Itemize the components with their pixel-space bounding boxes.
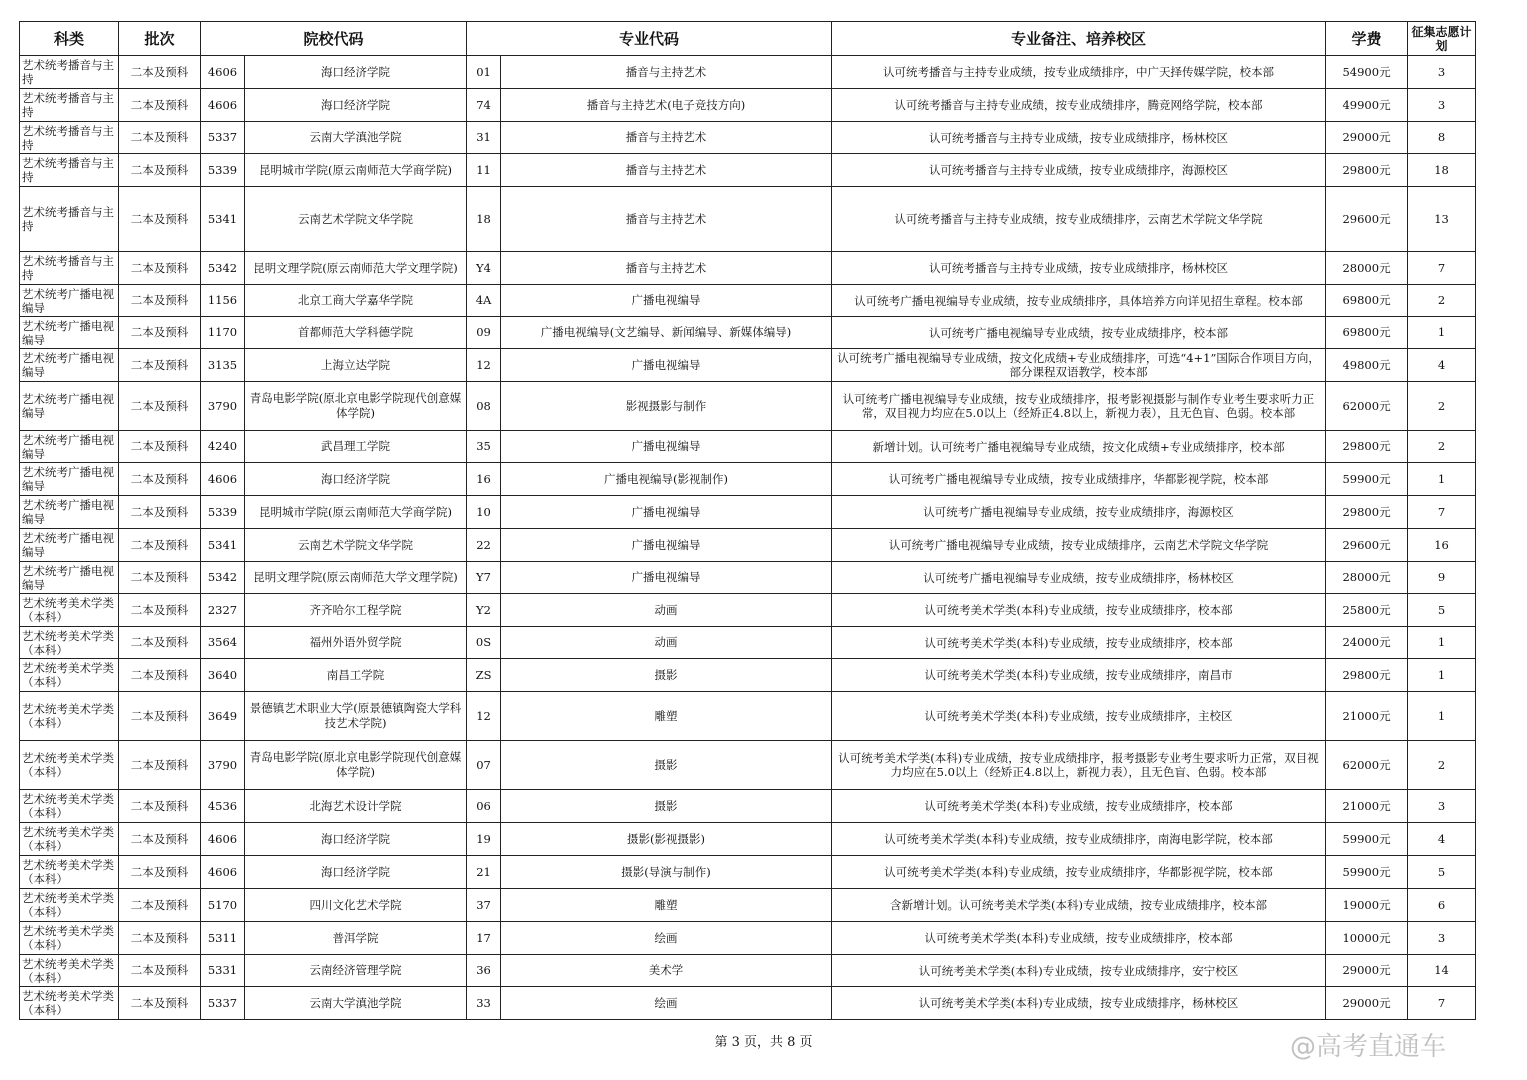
school-code-cell: 3640 [201, 659, 245, 692]
major-name-cell: 广播电视编导 [501, 431, 832, 463]
note-cell: 认可统考美术学类(本科)专业成绩，按专业成绩排序，安宁校区 [832, 955, 1326, 987]
major-code-cell: 36 [467, 955, 501, 987]
school-code-cell: 5341 [201, 187, 245, 252]
major-code-cell: 01 [467, 56, 501, 89]
batch-cell: 二本及预科 [119, 349, 201, 382]
tuition-cell: 29000元 [1326, 122, 1408, 154]
category-cell: 艺术统考美术学类（本科） [20, 659, 119, 692]
plan-cell: 4 [1408, 349, 1476, 382]
school-name-cell: 海口经济学院 [245, 823, 467, 856]
note-cell: 认可统考美术学类(本科)专业成绩，按专业成绩排序，报考摄影专业考生要求听力正常，双目视力均应在5.0以上（经矫正4.8以上，新视力表），且无色盲、色弱。校本部 [832, 741, 1326, 790]
school-name-cell: 上海立达学院 [245, 349, 467, 382]
school-code-cell: 5170 [201, 889, 245, 922]
table-row [20, 594, 1476, 627]
school-code-cell: 5342 [201, 252, 245, 285]
batch-cell: 二本及预科 [119, 317, 201, 349]
tuition-cell: 59900元 [1326, 856, 1408, 889]
note-cell: 认可统考广播电视编导专业成绩，按专业成绩排序，校本部 [832, 317, 1326, 349]
category-cell: 艺术统考广播电视编导 [20, 431, 119, 463]
school-name-cell: 云南大学滇池学院 [245, 122, 467, 154]
school-code-cell: 2327 [201, 594, 245, 627]
table-row [20, 89, 1476, 122]
admission-table [19, 21, 1476, 1020]
major-name-cell: 雕塑 [501, 692, 832, 741]
plan-cell: 3 [1408, 790, 1476, 823]
category-cell: 艺术统考广播电视编导 [20, 529, 119, 562]
note-cell: 认可统考美术学类(本科)专业成绩，按专业成绩排序，校本部 [832, 922, 1326, 955]
note-cell: 新增计划。认可统考广播电视编导专业成绩，按文化成绩+专业成绩排序，校本部 [832, 431, 1326, 463]
page-footer: 第 3 页，共 8 页 [714, 1035, 813, 1050]
table-row [20, 431, 1476, 463]
batch-cell: 二本及预科 [119, 56, 201, 89]
tuition-cell: 29000元 [1326, 987, 1408, 1020]
table-row [20, 627, 1476, 659]
category-cell: 艺术统考播音与主持 [20, 122, 119, 154]
table-row [20, 741, 1476, 790]
school-name-cell: 海口经济学院 [245, 89, 467, 122]
category-cell: 艺术统考播音与主持 [20, 154, 119, 187]
tuition-cell: 29800元 [1326, 659, 1408, 692]
table-row [20, 823, 1476, 856]
table-row [20, 122, 1476, 154]
batch-cell: 二本及预科 [119, 790, 201, 823]
major-name-cell: 播音与主持艺术 [501, 252, 832, 285]
batch-cell: 二本及预科 [119, 856, 201, 889]
note-cell: 认可统考播音与主持专业成绩，按专业成绩排序，杨林校区 [832, 122, 1326, 154]
note-cell: 认可统考美术学类(本科)专业成绩，按专业成绩排序，校本部 [832, 627, 1326, 659]
header-note: 专业备注、培养校区 [832, 22, 1326, 56]
plan-cell: 3 [1408, 56, 1476, 89]
plan-cell: 1 [1408, 627, 1476, 659]
school-code-cell: 5339 [201, 496, 245, 529]
batch-cell: 二本及预科 [119, 741, 201, 790]
school-code-cell: 3790 [201, 382, 245, 431]
major-name-cell: 广播电视编导 [501, 496, 832, 529]
tuition-cell: 29600元 [1326, 187, 1408, 252]
plan-cell: 2 [1408, 382, 1476, 431]
batch-cell: 二本及预科 [119, 627, 201, 659]
plan-cell: 1 [1408, 317, 1476, 349]
major-code-cell: 11 [467, 154, 501, 187]
table-row [20, 154, 1476, 187]
plan-cell: 14 [1408, 955, 1476, 987]
tuition-cell: 62000元 [1326, 741, 1408, 790]
category-cell: 艺术统考播音与主持 [20, 252, 119, 285]
note-cell: 认可统考广播电视编导专业成绩，按专业成绩排序，杨林校区 [832, 562, 1326, 594]
school-name-cell: 景德镇艺术职业大学(原景德镇陶瓷大学科技艺术学院) [245, 692, 467, 741]
school-name-cell: 昆明文理学院(原云南师范大学文理学院) [245, 252, 467, 285]
batch-cell: 二本及预科 [119, 889, 201, 922]
batch-cell: 二本及预科 [119, 659, 201, 692]
note-cell: 认可统考美术学类(本科)专业成绩，按专业成绩排序，主校区 [832, 692, 1326, 741]
table-row [20, 562, 1476, 594]
major-name-cell: 动画 [501, 627, 832, 659]
category-cell: 艺术统考广播电视编导 [20, 317, 119, 349]
major-code-cell: 18 [467, 187, 501, 252]
table-row [20, 187, 1476, 252]
plan-cell: 16 [1408, 529, 1476, 562]
note-cell: 认可统考广播电视编导专业成绩，按专业成绩排序，具体培养方向详见招生章程。校本部 [832, 285, 1326, 317]
plan-cell: 18 [1408, 154, 1476, 187]
plan-cell: 4 [1408, 823, 1476, 856]
batch-cell: 二本及预科 [119, 187, 201, 252]
table-row [20, 56, 1476, 89]
major-name-cell: 广播电视编导(影视制作) [501, 463, 832, 496]
table-row [20, 856, 1476, 889]
major-code-cell: 74 [467, 89, 501, 122]
major-name-cell: 广播电视编导 [501, 285, 832, 317]
header-tuition: 学费 [1326, 22, 1408, 56]
school-name-cell: 海口经济学院 [245, 856, 467, 889]
header-row [20, 22, 1476, 56]
major-code-cell: 16 [467, 463, 501, 496]
major-code-cell: 4A [467, 285, 501, 317]
table-row [20, 955, 1476, 987]
note-cell: 认可统考播音与主持专业成绩，按专业成绩排序，云南艺术学院文华学院 [832, 187, 1326, 252]
category-cell: 艺术统考美术学类（本科） [20, 627, 119, 659]
major-code-cell: Y4 [467, 252, 501, 285]
plan-cell: 1 [1408, 463, 1476, 496]
category-cell: 艺术统考美术学类（本科） [20, 823, 119, 856]
major-name-cell: 广播电视编导 [501, 349, 832, 382]
table-row [20, 529, 1476, 562]
batch-cell: 二本及预科 [119, 463, 201, 496]
header-plan: 征集志愿计划 [1408, 22, 1476, 56]
note-cell: 认可统考播音与主持专业成绩，按专业成绩排序，中广天择传媒学院，校本部 [832, 56, 1326, 89]
major-name-cell: 美术学 [501, 955, 832, 987]
table-row [20, 496, 1476, 529]
plan-cell: 5 [1408, 856, 1476, 889]
major-name-cell: 雕塑 [501, 889, 832, 922]
school-name-cell: 四川文化艺术学院 [245, 889, 467, 922]
major-name-cell: 绘画 [501, 987, 832, 1020]
school-code-cell: 1156 [201, 285, 245, 317]
school-name-cell: 昆明文理学院(原云南师范大学文理学院) [245, 562, 467, 594]
tuition-cell: 29800元 [1326, 154, 1408, 187]
major-code-cell: 35 [467, 431, 501, 463]
major-code-cell: 22 [467, 529, 501, 562]
category-cell: 艺术统考广播电视编导 [20, 562, 119, 594]
major-name-cell: 摄影 [501, 790, 832, 823]
school-name-cell: 云南艺术学院文华学院 [245, 529, 467, 562]
school-code-cell: 4606 [201, 856, 245, 889]
note-cell: 认可统考广播电视编导专业成绩，按文化成绩+专业成绩排序，可选“4+1”国际合作项目方向，部分课程双语教学，校本部 [832, 349, 1326, 382]
school-code-cell: 4536 [201, 790, 245, 823]
school-code-cell: 3649 [201, 692, 245, 741]
tuition-cell: 28000元 [1326, 562, 1408, 594]
category-cell: 艺术统考美术学类（本科） [20, 922, 119, 955]
school-name-cell: 福州外语外贸学院 [245, 627, 467, 659]
plan-cell: 2 [1408, 431, 1476, 463]
category-cell: 艺术统考美术学类（本科） [20, 856, 119, 889]
note-cell: 认可统考广播电视编导专业成绩，按专业成绩排序，云南艺术学院文华学院 [832, 529, 1326, 562]
batch-cell: 二本及预科 [119, 987, 201, 1020]
batch-cell: 二本及预科 [119, 496, 201, 529]
school-code-cell: 3564 [201, 627, 245, 659]
category-cell: 艺术统考美术学类（本科） [20, 741, 119, 790]
tuition-cell: 49900元 [1326, 89, 1408, 122]
major-name-cell: 播音与主持艺术 [501, 154, 832, 187]
school-code-cell: 1170 [201, 317, 245, 349]
note-cell: 认可统考播音与主持专业成绩，按专业成绩排序，杨林校区 [832, 252, 1326, 285]
plan-cell: 6 [1408, 889, 1476, 922]
tuition-cell: 49800元 [1326, 349, 1408, 382]
major-code-cell: 10 [467, 496, 501, 529]
tuition-cell: 69800元 [1326, 285, 1408, 317]
note-cell: 认可统考美术学类(本科)专业成绩，按专业成绩排序，校本部 [832, 790, 1326, 823]
school-name-cell: 海口经济学院 [245, 56, 467, 89]
school-name-cell: 海口经济学院 [245, 463, 467, 496]
school-code-cell: 3135 [201, 349, 245, 382]
batch-cell: 二本及预科 [119, 922, 201, 955]
header-school-code: 院校代码 [201, 22, 467, 56]
batch-cell: 二本及预科 [119, 382, 201, 431]
major-name-cell: 动画 [501, 594, 832, 627]
plan-cell: 9 [1408, 562, 1476, 594]
major-code-cell: ZS [467, 659, 501, 692]
school-name-cell: 南昌工学院 [245, 659, 467, 692]
table-row [20, 349, 1476, 382]
plan-cell: 1 [1408, 692, 1476, 741]
school-code-cell: 3790 [201, 741, 245, 790]
category-cell: 艺术统考广播电视编导 [20, 496, 119, 529]
major-code-cell: 12 [467, 692, 501, 741]
school-code-cell: 5341 [201, 529, 245, 562]
table-row [20, 285, 1476, 317]
category-cell: 艺术统考广播电视编导 [20, 382, 119, 431]
header-category: 科类 [20, 22, 119, 56]
school-name-cell: 齐齐哈尔工程学院 [245, 594, 467, 627]
major-name-cell: 播音与主持艺术 [501, 56, 832, 89]
plan-cell: 1 [1408, 659, 1476, 692]
table-row [20, 889, 1476, 922]
batch-cell: 二本及预科 [119, 955, 201, 987]
school-code-cell: 4606 [201, 56, 245, 89]
plan-cell: 13 [1408, 187, 1476, 252]
school-name-cell: 云南艺术学院文华学院 [245, 187, 467, 252]
batch-cell: 二本及预科 [119, 122, 201, 154]
table-row [20, 922, 1476, 955]
major-name-cell: 摄影 [501, 741, 832, 790]
tuition-cell: 28000元 [1326, 252, 1408, 285]
table-row [20, 382, 1476, 431]
note-cell: 认可统考美术学类(本科)专业成绩，按专业成绩排序，南海电影学院，校本部 [832, 823, 1326, 856]
tuition-cell: 59900元 [1326, 463, 1408, 496]
major-code-cell: 21 [467, 856, 501, 889]
category-cell: 艺术统考广播电视编导 [20, 349, 119, 382]
tuition-cell: 25800元 [1326, 594, 1408, 627]
table-row [20, 987, 1476, 1020]
note-cell: 认可统考美术学类(本科)专业成绩，按专业成绩排序，南昌市 [832, 659, 1326, 692]
school-code-cell: 5337 [201, 987, 245, 1020]
major-code-cell: 12 [467, 349, 501, 382]
major-name-cell: 摄影(影视摄影) [501, 823, 832, 856]
note-cell: 认可统考美术学类(本科)专业成绩，按专业成绩排序，杨林校区 [832, 987, 1326, 1020]
category-cell: 艺术统考美术学类（本科） [20, 790, 119, 823]
tuition-cell: 69800元 [1326, 317, 1408, 349]
category-cell: 艺术统考广播电视编导 [20, 463, 119, 496]
major-code-cell: 31 [467, 122, 501, 154]
note-cell: 认可统考播音与主持专业成绩，按专业成绩排序，腾竞网络学院，校本部 [832, 89, 1326, 122]
school-code-cell: 4240 [201, 431, 245, 463]
table-row [20, 790, 1476, 823]
plan-cell: 7 [1408, 496, 1476, 529]
plan-cell: 2 [1408, 741, 1476, 790]
plan-cell: 3 [1408, 922, 1476, 955]
tuition-cell: 24000元 [1326, 627, 1408, 659]
school-code-cell: 5339 [201, 154, 245, 187]
tuition-cell: 59900元 [1326, 823, 1408, 856]
note-cell: 含新增计划。认可统考美术学类(本科)专业成绩，按专业成绩排序，校本部 [832, 889, 1326, 922]
category-cell: 艺术统考播音与主持 [20, 56, 119, 89]
header-batch: 批次 [119, 22, 201, 56]
category-cell: 艺术统考美术学类（本科） [20, 987, 119, 1020]
school-code-cell: 5311 [201, 922, 245, 955]
watermark-text: @高考直通车 [1290, 1032, 1447, 1062]
school-code-cell: 4606 [201, 463, 245, 496]
table-row [20, 317, 1476, 349]
batch-cell: 二本及预科 [119, 692, 201, 741]
major-name-cell: 播音与主持艺术(电子竞技方向) [501, 89, 832, 122]
major-code-cell: 33 [467, 987, 501, 1020]
major-code-cell: 0S [467, 627, 501, 659]
school-name-cell: 北海艺术设计学院 [245, 790, 467, 823]
category-cell: 艺术统考美术学类（本科） [20, 594, 119, 627]
note-cell: 认可统考美术学类(本科)专业成绩，按专业成绩排序，校本部 [832, 594, 1326, 627]
table-row [20, 692, 1476, 741]
major-code-cell: 08 [467, 382, 501, 431]
batch-cell: 二本及预科 [119, 89, 201, 122]
major-code-cell: 19 [467, 823, 501, 856]
school-code-cell: 5342 [201, 562, 245, 594]
major-code-cell: 09 [467, 317, 501, 349]
tuition-cell: 10000元 [1326, 922, 1408, 955]
plan-cell: 3 [1408, 89, 1476, 122]
school-code-cell: 4606 [201, 823, 245, 856]
table-row [20, 659, 1476, 692]
table-row [20, 252, 1476, 285]
note-cell: 认可统考美术学类(本科)专业成绩，按专业成绩排序，华都影视学院，校本部 [832, 856, 1326, 889]
major-name-cell: 广播电视编导(文艺编导、新闻编导、新媒体编导) [501, 317, 832, 349]
tuition-cell: 21000元 [1326, 692, 1408, 741]
category-cell: 艺术统考播音与主持 [20, 89, 119, 122]
note-cell: 认可统考播音与主持专业成绩，按专业成绩排序，海源校区 [832, 154, 1326, 187]
tuition-cell: 62000元 [1326, 382, 1408, 431]
school-name-cell: 北京工商大学嘉华学院 [245, 285, 467, 317]
major-name-cell: 广播电视编导 [501, 562, 832, 594]
batch-cell: 二本及预科 [119, 154, 201, 187]
school-name-cell: 武昌理工学院 [245, 431, 467, 463]
major-name-cell: 摄影(导演与制作) [501, 856, 832, 889]
tuition-cell: 54900元 [1326, 56, 1408, 89]
tuition-cell: 29600元 [1326, 529, 1408, 562]
batch-cell: 二本及预科 [119, 252, 201, 285]
note-cell: 认可统考广播电视编导专业成绩，按专业成绩排序，报考影视摄影与制作专业考生要求听力正常，双目视力均应在5.0以上（经矫正4.8以上，新视力表），且无色盲、色弱。校本部 [832, 382, 1326, 431]
school-name-cell: 普洱学院 [245, 922, 467, 955]
school-name-cell: 青岛电影学院(原北京电影学院现代创意媒体学院) [245, 382, 467, 431]
major-name-cell: 播音与主持艺术 [501, 122, 832, 154]
school-name-cell: 云南大学滇池学院 [245, 987, 467, 1020]
major-code-cell: 17 [467, 922, 501, 955]
tuition-cell: 29800元 [1326, 496, 1408, 529]
major-name-cell: 影视摄影与制作 [501, 382, 832, 431]
batch-cell: 二本及预科 [119, 823, 201, 856]
batch-cell: 二本及预科 [119, 529, 201, 562]
category-cell: 艺术统考美术学类（本科） [20, 955, 119, 987]
tuition-cell: 19000元 [1326, 889, 1408, 922]
tuition-cell: 21000元 [1326, 790, 1408, 823]
plan-cell: 2 [1408, 285, 1476, 317]
batch-cell: 二本及预科 [119, 285, 201, 317]
plan-cell: 7 [1408, 987, 1476, 1020]
note-cell: 认可统考广播电视编导专业成绩，按专业成绩排序，海源校区 [832, 496, 1326, 529]
major-code-cell: 07 [467, 741, 501, 790]
major-name-cell: 绘画 [501, 922, 832, 955]
major-name-cell: 广播电视编导 [501, 529, 832, 562]
major-code-cell: Y2 [467, 594, 501, 627]
batch-cell: 二本及预科 [119, 594, 201, 627]
school-code-cell: 4606 [201, 89, 245, 122]
tuition-cell: 29800元 [1326, 431, 1408, 463]
plan-cell: 7 [1408, 252, 1476, 285]
plan-cell: 8 [1408, 122, 1476, 154]
header-major-code: 专业代码 [467, 22, 832, 56]
tuition-cell: 29000元 [1326, 955, 1408, 987]
school-name-cell: 昆明城市学院(原云南师范大学商学院) [245, 496, 467, 529]
school-code-cell: 5331 [201, 955, 245, 987]
category-cell: 艺术统考美术学类（本科） [20, 889, 119, 922]
school-name-cell: 昆明城市学院(原云南师范大学商学院) [245, 154, 467, 187]
table-row [20, 463, 1476, 496]
plan-cell: 5 [1408, 594, 1476, 627]
major-code-cell: 37 [467, 889, 501, 922]
major-name-cell: 播音与主持艺术 [501, 187, 832, 252]
batch-cell: 二本及预科 [119, 562, 201, 594]
school-name-cell: 云南经济管理学院 [245, 955, 467, 987]
category-cell: 艺术统考广播电视编导 [20, 285, 119, 317]
category-cell: 艺术统考美术学类（本科） [20, 692, 119, 741]
major-code-cell: 06 [467, 790, 501, 823]
category-cell: 艺术统考播音与主持 [20, 187, 119, 252]
table-body [20, 56, 1476, 1020]
major-name-cell: 摄影 [501, 659, 832, 692]
major-code-cell: Y7 [467, 562, 501, 594]
school-code-cell: 5337 [201, 122, 245, 154]
note-cell: 认可统考广播电视编导专业成绩，按专业成绩排序，华都影视学院，校本部 [832, 463, 1326, 496]
batch-cell: 二本及预科 [119, 431, 201, 463]
school-name-cell: 首都师范大学科德学院 [245, 317, 467, 349]
school-name-cell: 青岛电影学院(原北京电影学院现代创意媒体学院) [245, 741, 467, 790]
